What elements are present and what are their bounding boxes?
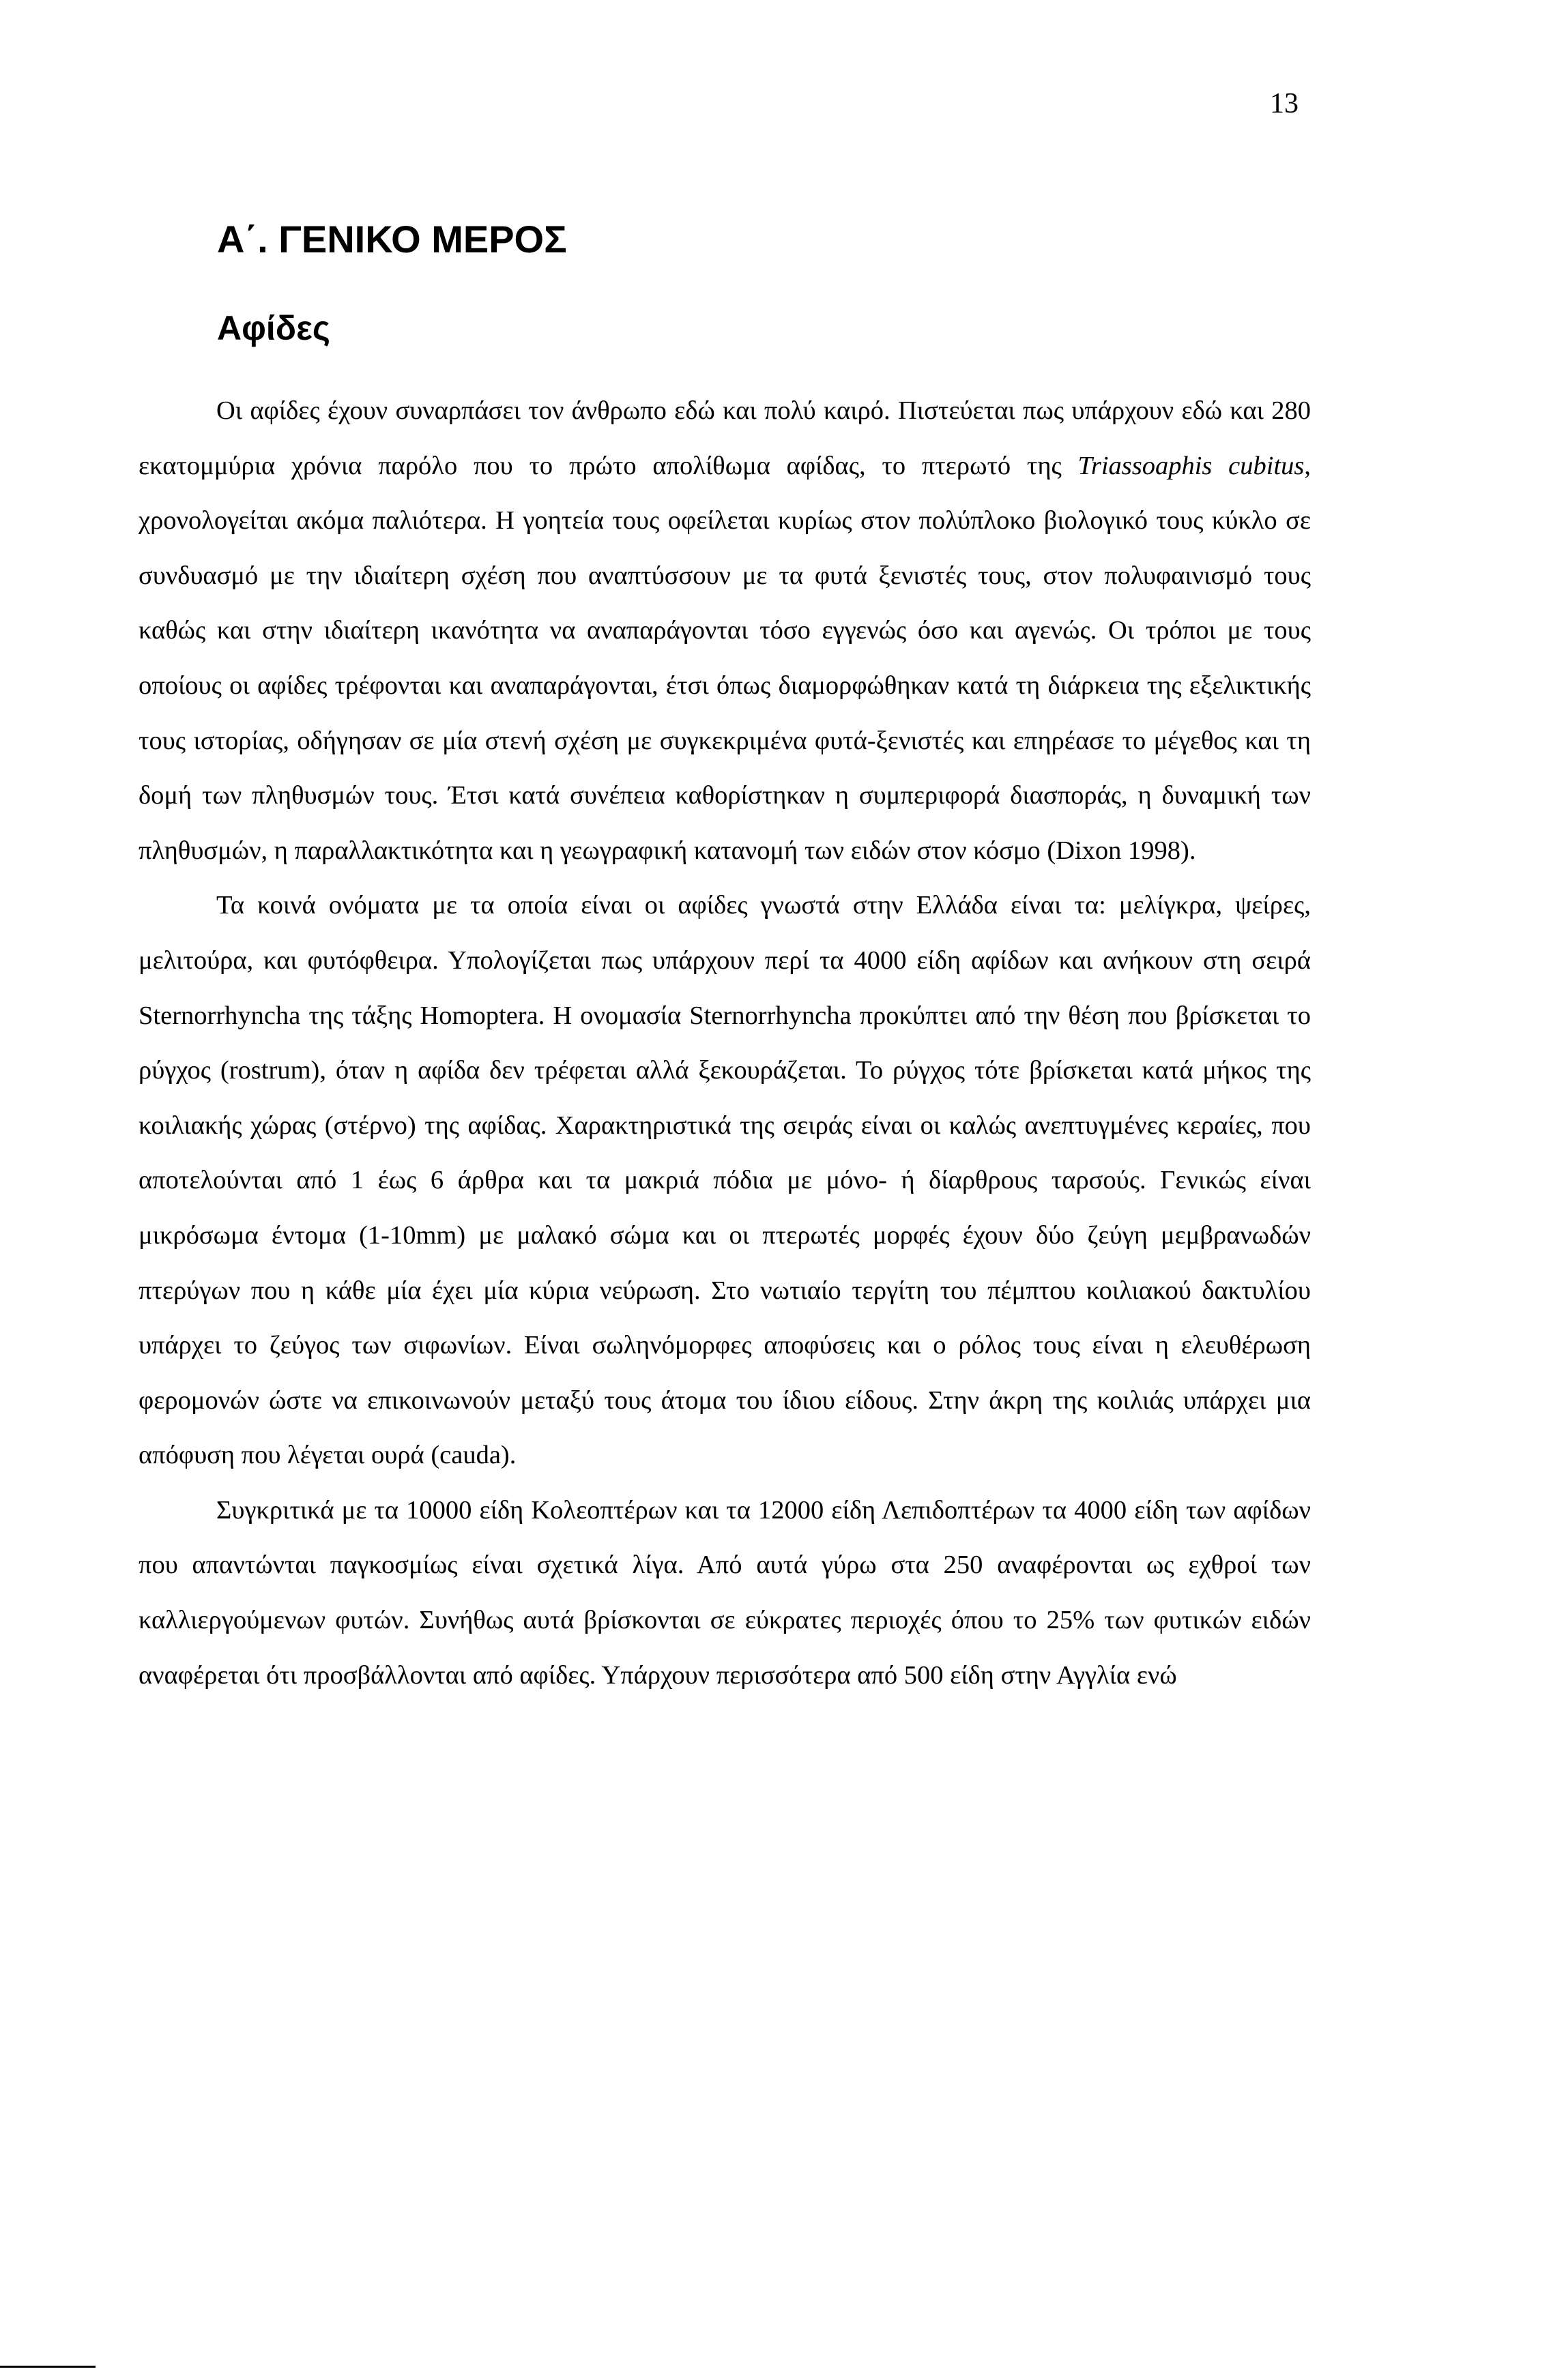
species-name-italic: Triassoaphis cubitus — [1077, 451, 1305, 480]
paragraph-1-text-b: , χρονολογείται ακόμα παλιότερα. Η γοητεία τους οφείλεται κυρίως στον πολύπλοκο βιολογικό τους κύκλο σε συνδυασμό με την ιδιαίτερη σχέση που αναπτύσσουν με τα φυτά ξενιστές τους, στον πολυφαινισμό τους καθώς και στην ιδιαίτερη ικανότητα να αναπαράγονται τόσο εγγενώς όσο και αγενώς. Οι τρόποι με τους οποίους οι αφίδες τρέφονται και αναπαράγονται, έτσι όπως διαμορφώθηκαν κατά τη διάρκεια της εξελικτικής τους ιστορίας, οδήγησαν σε μία στενή σχέση με συγκεκριμένα φυτά-ξενιστές και επηρέασε το μέγεθος και τη δομή των πληθυσμών τους. Έτσι κατά συνέπεια καθορίστηκαν η συμπεριφορά διασποράς, η δυναμική των πληθυσμών, η παραλλακτικότητα και η γεωγραφική κατανομή των ειδών στον κόσμο (Dixon 1998). — [139, 451, 1311, 865]
section-title: Αφίδες — [217, 309, 330, 347]
body-text — [139, 383, 1311, 1703]
page-number: 13 — [1270, 88, 1299, 119]
paragraph-1 — [139, 383, 1311, 878]
paragraph-1-text-a: Οι αφίδες έχουν συναρπάσει τον άνθρωπο εδώ και πολύ καιρό. Πιστεύεται πως υπάρχουν εδώ και 280 εκατομμύρια χρόνια παρόλο που το πρώτο απολίθωμα αφίδας, το πτερωτό της — [139, 396, 1311, 480]
footer-rule — [0, 2366, 96, 2368]
paragraph-2: Τα κοινά ονόματα με τα οποία είναι οι αφίδες γνωστά στην Ελλάδα είναι τα: μελίγκρα, ψείρες, μελιτούρα, και φυτόφθειρα. Υπολογίζεται πως υπάρχουν περί τα 4000 είδη αφίδων και ανήκουν στη σειρά Sternorrhyncha της τάξης Homoptera. Η ονομασία Sternorrhyncha προκύπτει από την θέση που βρίσκεται το ρύγχος (rostrum), όταν η αφίδα δεν τρέφεται αλλά ξεκουράζεται. Το ρύγχος τότε βρίσκεται κατά μήκος της κοιλιακής χώρας (στέρνο) της αφίδας. Χαρακτηριστικά της σειράς είναι οι καλώς ανεπτυγμένες κεραίες, που αποτελούνται από 1 έως 6 άρθρα και τα μακριά πόδια με μόνο- ή δίαρθρους ταρσούς. Γενικώς είναι μικρόσωμα έντομα (1-10mm) με μαλακό σώμα και οι πτερωτές μορφές έχουν δύο ζεύγη μεμβρανωδών πτερύγων που η κάθε μία έχει μία κύρια νεύρωση. Στο νωτιαίο τεργίτη του πέμπτου κοιλιακού δακτυλίου υπάρχει το ζεύγος των σιφωνίων. Είναι σωληνόμορφες αποφύσεις και ο ρόλος τους είναι η ελευθέρωση φερομονών ώστε να επικοινωνούν μεταξύ τους άτομα του ίδιου είδους. Στην άκρη της κοιλιάς υπάρχει μια απόφυση που λέγεται ουρά (cauda). — [139, 891, 1311, 1470]
paragraph-3: Συγκριτικά με τα 10000 είδη Κολεοπτέρων και τα 12000 είδη Λεπιδοπτέρων τα 4000 είδη των αφίδων που απαντώνται παγκοσμίως είναι σχετικά λίγα. Από αυτά γύρω στα 250 αναφέρονται ως εχθροί των καλλιεργούμενων φυτών. Συνήθως αυτά βρίσκονται σε εύκρατες περιοχές όπου το 25% των φυτικών ειδών αναφέρεται ότι προσβάλλονται από αφίδες. Υπάρχουν περισσότερα από 500 είδη στην Αγγλία ενώ — [139, 1495, 1311, 1690]
chapter-title: Α΄. ΓΕΝΙΚΟ ΜΕΡΟΣ — [217, 218, 567, 261]
